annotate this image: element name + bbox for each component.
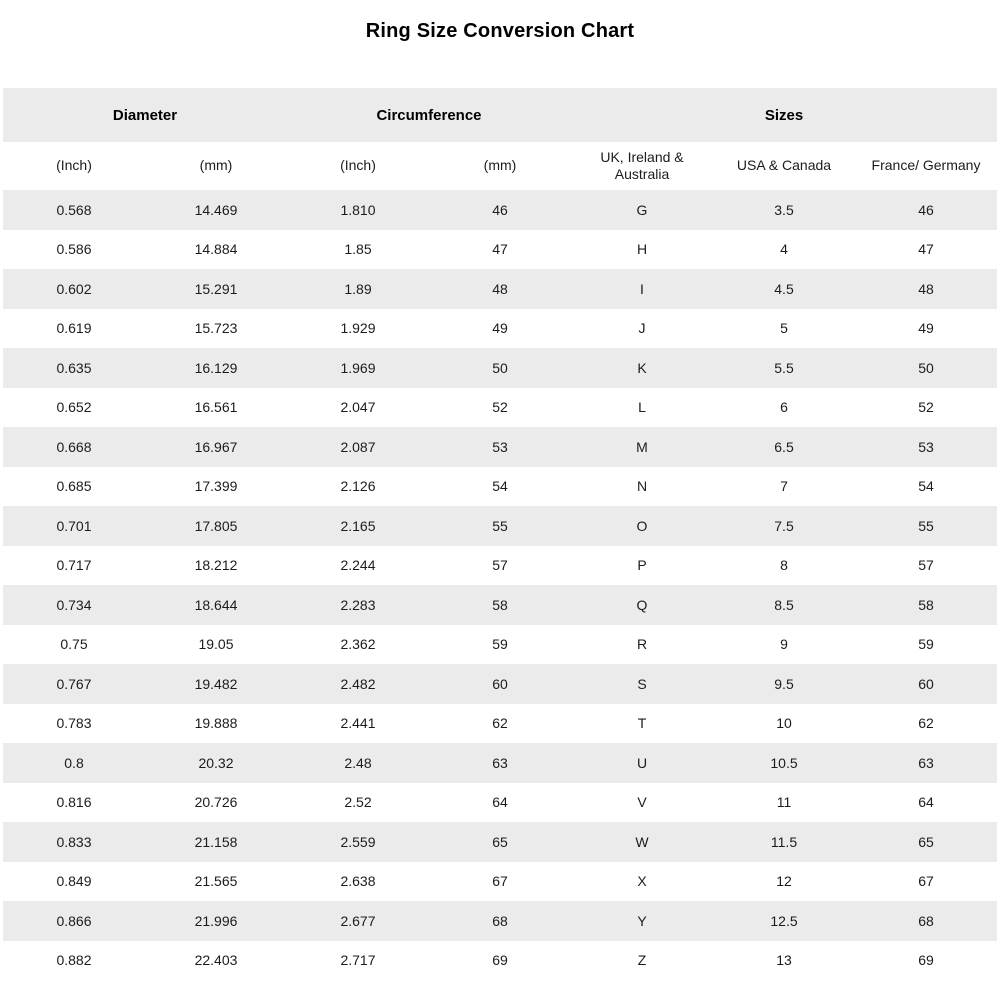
table-row	[3, 585, 997, 625]
cell-size-uk-ireland-australia: L	[638, 399, 646, 416]
cell-size-usa-canada: 12.5	[770, 912, 798, 929]
cell-diameter-inch: 0.8	[64, 754, 84, 771]
cell-diameter-mm: 22.403	[194, 952, 238, 969]
cell-size-france-germany: 69	[918, 952, 934, 969]
cell-size-uk-ireland-australia: U	[636, 754, 648, 771]
cell-circumference-inch: 2.441	[340, 715, 376, 732]
table-row	[3, 704, 997, 744]
cell-size-usa-canada: 11	[776, 794, 792, 811]
cell-size-france-germany: 65	[918, 833, 934, 850]
cell-circumference-mm: 62	[492, 715, 508, 732]
cell-circumference-mm: 50	[492, 359, 508, 376]
cell-diameter-mm: 15.723	[194, 320, 238, 337]
cell-size-france-germany: 47	[918, 241, 934, 258]
table-row	[3, 664, 997, 704]
cell-size-uk-ireland-australia: K	[637, 359, 647, 376]
cell-size-france-germany: 62	[918, 715, 934, 732]
cell-circumference-mm: 49	[492, 320, 508, 337]
cell-size-usa-canada: 13	[776, 952, 792, 969]
table-row	[3, 269, 997, 309]
cell-size-usa-canada: 4	[780, 241, 788, 258]
group-header-row	[3, 88, 997, 142]
table-row	[3, 901, 997, 941]
cell-size-usa-canada: 8	[780, 557, 788, 574]
cell-size-usa-canada: 7	[780, 478, 788, 495]
cell-diameter-mm: 15.291	[194, 280, 238, 297]
cell-circumference-mm: 54	[492, 478, 508, 495]
cell-size-usa-canada: 3.5	[774, 201, 794, 218]
cell-circumference-inch: 2.165	[340, 517, 376, 534]
cell-diameter-inch: 0.586	[56, 241, 92, 258]
table-row	[3, 427, 997, 467]
sub-header-diameter-mm: (mm)	[199, 157, 233, 174]
cell-diameter-inch: 0.668	[56, 438, 92, 455]
cell-size-uk-ireland-australia: Y	[637, 912, 647, 929]
cell-diameter-inch: 0.701	[56, 517, 92, 534]
cell-circumference-mm: 55	[492, 517, 508, 534]
cell-diameter-inch: 0.866	[56, 912, 92, 929]
cell-circumference-mm: 46	[492, 201, 508, 218]
cell-circumference-mm: 52	[492, 399, 508, 416]
cell-size-usa-canada: 9	[780, 636, 788, 653]
table-row	[3, 309, 997, 349]
cell-size-france-germany: 49	[918, 320, 934, 337]
cell-diameter-inch: 0.734	[56, 596, 92, 613]
cell-diameter-inch: 0.568	[56, 201, 92, 218]
cell-diameter-inch: 0.783	[56, 715, 92, 732]
group-header-circumference: Circumference	[376, 106, 482, 124]
cell-size-france-germany: 52	[918, 399, 934, 416]
cell-circumference-mm: 53	[492, 438, 508, 455]
sub-header-france-germany: France/ Germany	[871, 157, 981, 174]
cell-diameter-mm: 20.726	[194, 794, 238, 811]
cell-circumference-mm: 65	[492, 833, 508, 850]
cell-size-usa-canada: 6.5	[774, 438, 794, 455]
cell-size-uk-ireland-australia: T	[637, 715, 647, 732]
cell-diameter-mm: 18.644	[194, 596, 238, 613]
cell-diameter-mm: 14.469	[194, 201, 238, 218]
cell-diameter-mm: 14.884	[194, 241, 238, 258]
cell-size-usa-canada: 10.5	[770, 754, 798, 771]
cell-diameter-mm: 19.05	[198, 636, 234, 653]
cell-size-uk-ireland-australia: O	[636, 517, 648, 534]
cell-size-usa-canada: 9.5	[774, 675, 794, 692]
table-row	[3, 743, 997, 783]
cell-circumference-inch: 1.89	[344, 280, 372, 297]
cell-size-france-germany: 58	[918, 596, 934, 613]
cell-diameter-inch: 0.849	[56, 873, 92, 890]
cell-circumference-mm: 69	[492, 952, 508, 969]
page-title: Ring Size Conversion Chart	[365, 20, 635, 42]
ring-size-table	[3, 88, 997, 980]
cell-size-usa-canada: 12	[776, 873, 792, 890]
cell-size-uk-ireland-australia: J	[638, 320, 646, 337]
group-header-sizes: Sizes	[764, 106, 804, 124]
cell-diameter-inch: 0.882	[56, 952, 92, 969]
cell-size-uk-ireland-australia: W	[635, 833, 649, 850]
cell-circumference-mm: 68	[492, 912, 508, 929]
table-header	[3, 88, 997, 190]
cell-diameter-mm: 21.996	[194, 912, 238, 929]
cell-circumference-mm: 67	[492, 873, 508, 890]
table-row	[3, 190, 997, 230]
cell-size-uk-ireland-australia: X	[637, 873, 647, 890]
cell-size-usa-canada: 5	[780, 320, 788, 337]
cell-circumference-inch: 2.559	[340, 833, 376, 850]
cell-size-uk-ireland-australia: H	[636, 241, 648, 258]
cell-diameter-inch: 0.602	[56, 280, 92, 297]
cell-diameter-inch: 0.75	[60, 636, 88, 653]
cell-size-uk-ireland-australia: Q	[636, 596, 648, 613]
cell-size-usa-canada: 4.5	[774, 280, 794, 297]
cell-size-france-germany: 50	[918, 359, 934, 376]
cell-circumference-inch: 2.638	[340, 873, 376, 890]
sub-header-row	[3, 142, 997, 190]
cell-size-uk-ireland-australia: G	[636, 201, 648, 218]
cell-diameter-mm: 19.482	[194, 675, 238, 692]
cell-diameter-mm: 19.888	[194, 715, 238, 732]
cell-diameter-mm: 21.158	[194, 833, 238, 850]
cell-size-uk-ireland-australia: R	[636, 636, 648, 653]
cell-diameter-inch: 0.833	[56, 833, 92, 850]
cell-circumference-inch: 2.047	[340, 399, 376, 416]
sub-header-circumference-mm: (mm)	[483, 157, 517, 174]
sub-header-circumference-inch: (Inch)	[340, 157, 376, 174]
cell-circumference-inch: 2.677	[340, 912, 376, 929]
cell-size-usa-canada: 10	[776, 715, 792, 732]
cell-circumference-inch: 2.48	[344, 754, 372, 771]
cell-diameter-inch: 0.717	[56, 557, 92, 574]
table-row	[3, 941, 997, 981]
cell-size-france-germany: 68	[918, 912, 934, 929]
cell-size-france-germany: 57	[918, 557, 934, 574]
cell-circumference-inch: 2.52	[344, 794, 372, 811]
cell-diameter-inch: 0.652	[56, 399, 92, 416]
cell-size-france-germany: 48	[918, 280, 934, 297]
cell-diameter-mm: 16.967	[194, 438, 238, 455]
table-row	[3, 862, 997, 902]
cell-size-usa-canada: 5.5	[774, 359, 794, 376]
cell-size-france-germany: 53	[918, 438, 934, 455]
cell-circumference-inch: 2.087	[340, 438, 376, 455]
cell-circumference-mm: 63	[492, 754, 508, 771]
cell-circumference-inch: 2.717	[340, 952, 376, 969]
table-row	[3, 506, 997, 546]
cell-size-usa-canada: 7.5	[774, 517, 794, 534]
cell-diameter-mm: 16.561	[194, 399, 238, 416]
cell-diameter-inch: 0.816	[56, 794, 92, 811]
cell-size-france-germany: 60	[918, 675, 934, 692]
cell-circumference-inch: 1.929	[340, 320, 376, 337]
cell-circumference-mm: 59	[492, 636, 508, 653]
cell-size-france-germany: 59	[918, 636, 934, 653]
table-row	[3, 783, 997, 823]
cell-diameter-mm: 17.399	[194, 478, 238, 495]
sub-header-diameter-inch: (Inch)	[56, 157, 92, 174]
cell-diameter-mm: 17.805	[194, 517, 238, 534]
cell-size-uk-ireland-australia: N	[636, 478, 648, 495]
cell-size-usa-canada: 11.5	[770, 833, 798, 850]
cell-circumference-inch: 1.85	[344, 241, 372, 258]
cell-circumference-mm: 58	[492, 596, 508, 613]
cell-size-uk-ireland-australia: S	[637, 675, 647, 692]
table-body	[3, 190, 997, 980]
cell-diameter-inch: 0.635	[56, 359, 92, 376]
cell-circumference-mm: 64	[492, 794, 508, 811]
cell-size-france-germany: 54	[918, 478, 934, 495]
cell-circumference-inch: 1.810	[340, 201, 376, 218]
cell-size-uk-ireland-australia: P	[637, 557, 647, 574]
cell-diameter-mm: 16.129	[194, 359, 238, 376]
cell-diameter-inch: 0.685	[56, 478, 92, 495]
cell-circumference-mm: 47	[492, 241, 508, 258]
cell-size-usa-canada: 6	[780, 399, 788, 416]
table-row	[3, 822, 997, 862]
cell-circumference-inch: 2.482	[340, 675, 376, 692]
cell-size-uk-ireland-australia: M	[636, 438, 648, 455]
cell-size-france-germany: 67	[918, 873, 934, 890]
cell-circumference-mm: 48	[492, 280, 508, 297]
cell-size-france-germany: 46	[918, 201, 934, 218]
cell-circumference-mm: 60	[492, 675, 508, 692]
cell-size-france-germany: 55	[918, 517, 934, 534]
cell-circumference-inch: 1.969	[340, 359, 376, 376]
cell-diameter-mm: 18.212	[194, 557, 238, 574]
sub-header-usa-canada: USA & Canada	[736, 157, 832, 174]
cell-size-france-germany: 64	[918, 794, 934, 811]
cell-circumference-inch: 2.283	[340, 596, 376, 613]
cell-size-uk-ireland-australia: V	[637, 794, 647, 811]
table-row	[3, 348, 997, 388]
cell-diameter-inch: 0.619	[56, 320, 92, 337]
cell-size-uk-ireland-australia: I	[640, 280, 644, 297]
cell-diameter-mm: 21.565	[194, 873, 238, 890]
table-row	[3, 467, 997, 507]
cell-diameter-mm: 20.32	[198, 754, 234, 771]
cell-circumference-inch: 2.362	[340, 636, 376, 653]
cell-circumference-inch: 2.126	[340, 478, 376, 495]
cell-diameter-inch: 0.767	[56, 675, 92, 692]
table-row	[3, 546, 997, 586]
sub-header-uk-ireland-australia: UK, Ireland & Australia	[600, 148, 684, 182]
table-row	[3, 625, 997, 665]
cell-size-uk-ireland-australia: Z	[637, 952, 647, 969]
table-row	[3, 230, 997, 270]
cell-circumference-inch: 2.244	[340, 557, 376, 574]
cell-circumference-mm: 57	[492, 557, 508, 574]
cell-size-france-germany: 63	[918, 754, 934, 771]
table-row	[3, 388, 997, 428]
group-header-diameter: Diameter	[112, 106, 178, 124]
cell-size-usa-canada: 8.5	[774, 596, 794, 613]
